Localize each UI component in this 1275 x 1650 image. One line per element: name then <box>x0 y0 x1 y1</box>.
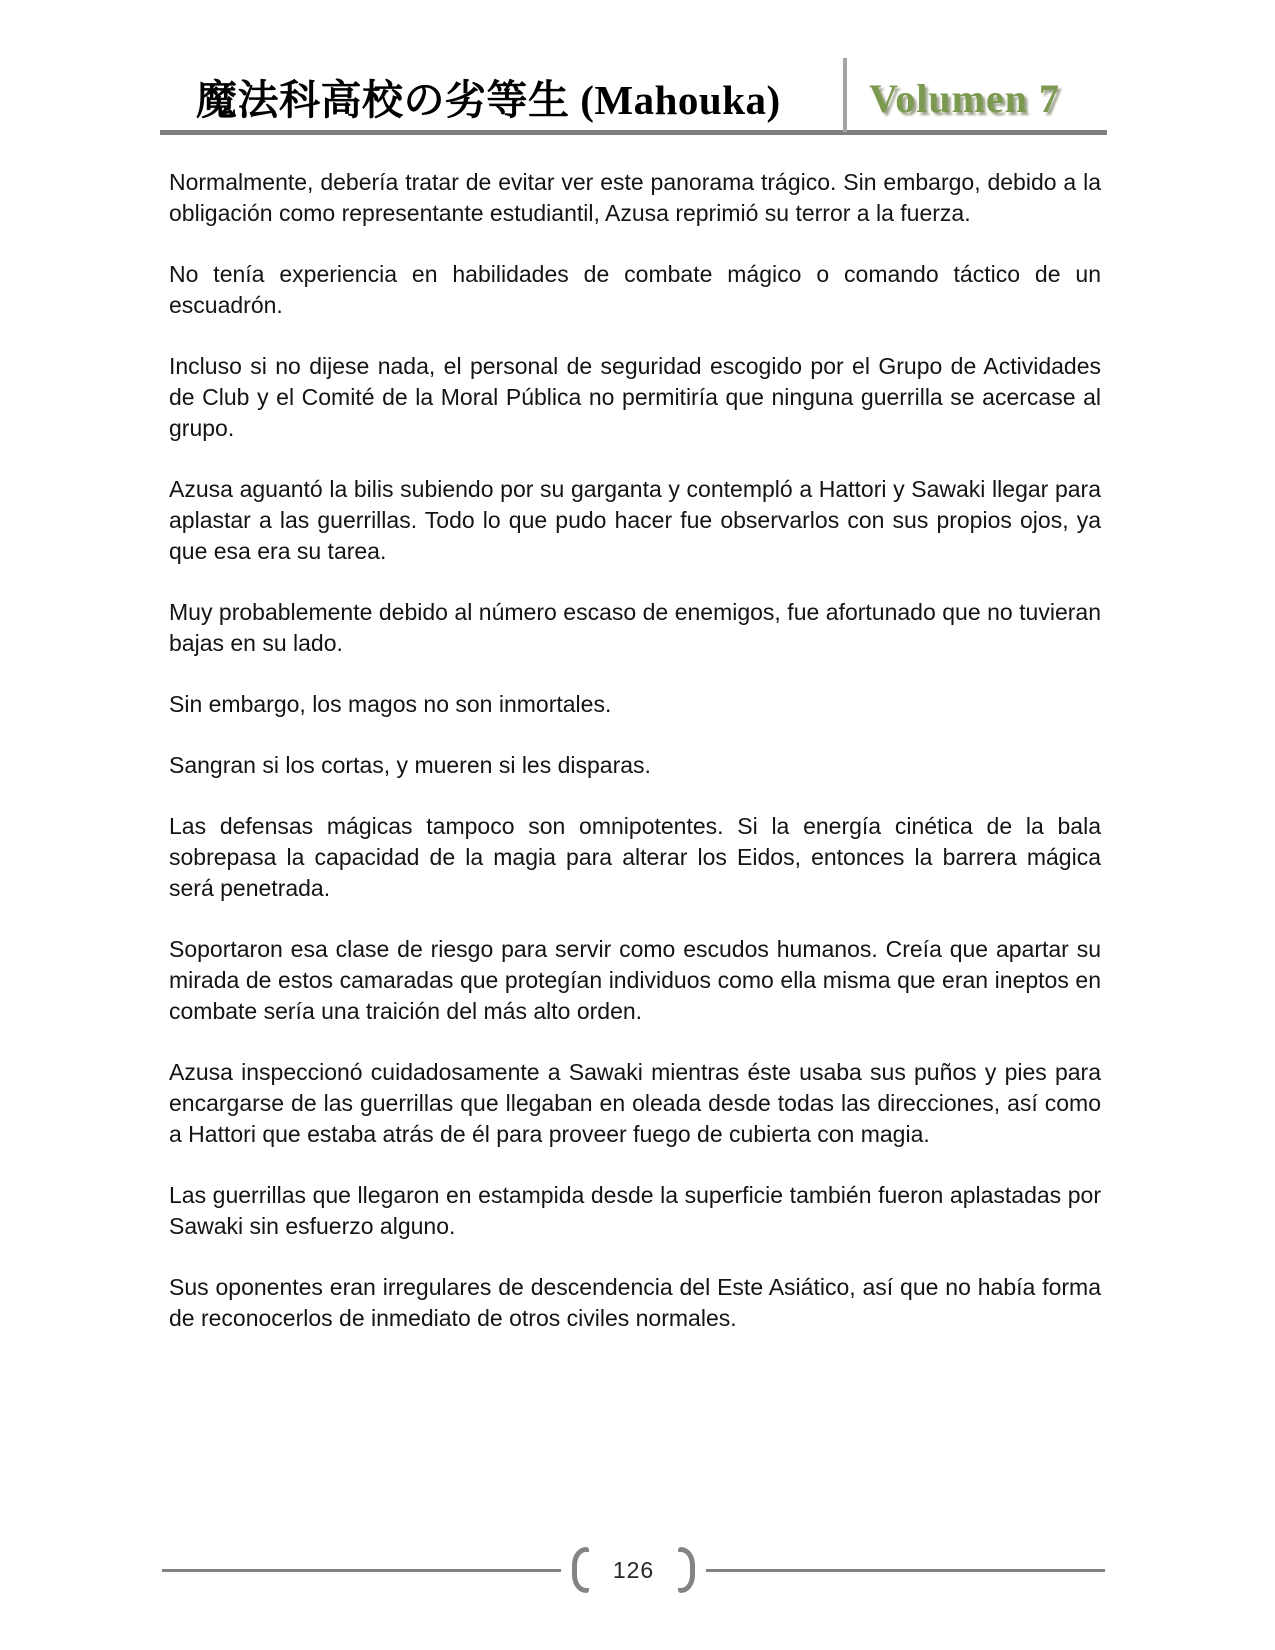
body-text <box>169 167 1101 1364</box>
paragraph: Azusa inspeccionó cuidadosamente a Sawaki mientras éste usaba sus puños y pies para encargarse de las guerrillas que llegaban en oleada desde todas las direcciones, así como a Hattori que estaba atrás de él para proveer fuego de cubierta con magia. <box>169 1059 1101 1147</box>
paragraph: Sin embargo, los magos no son inmortales. <box>169 691 612 717</box>
header-rule <box>160 130 1107 135</box>
page-header <box>160 58 1107 135</box>
header-row <box>160 58 1107 126</box>
paragraph: Azusa aguantó la bilis subiendo por su garganta y contempló a Hattori y Sawaki llegar para aplastar a las guerrillas. Todo lo que pudo hacer fue observarlos con sus propios ojos, ya que esa era su tarea. <box>169 476 1101 564</box>
right-bracket-ornament <box>678 1547 695 1593</box>
volume-label: Volumen 7 <box>869 76 1060 121</box>
paragraph: Soportaron esa clase de riesgo para servir como escudos humanos. Creía que apartar su mirada de estos camaradas que protegían individuos como ella misma que eran ineptos en combate sería una traición del más alto orden. <box>169 936 1101 1024</box>
footer-rule-left <box>162 1569 561 1572</box>
paragraph: Incluso si no dijese nada, el personal de seguridad escogido por el Grupo de Actividades de Club y el Comité de la Moral Pública no permitiría que ninguna guerrilla se acercase al grupo. <box>169 353 1101 441</box>
paragraph: Las defensas mágicas tampoco son omnipotentes. Si la energía cinética de la bala sobrepasa la capacidad de la magia para alterar los Eidos, entonces la barrera mágica será penetrada. <box>169 813 1101 901</box>
paragraph: Sus oponentes eran irregulares de descendencia del Este Asiático, así que no había forma de reconocerlos de inmediato de otros civiles normales. <box>169 1274 1101 1331</box>
page-footer <box>162 1545 1105 1595</box>
header-divider <box>843 58 847 132</box>
paragraph: Sangran si los cortas, y mueren si les disparas. <box>169 752 651 778</box>
paragraph: Normalmente, debería tratar de evitar ver este panorama trágico. Sin embargo, debido a la obligación como representante estudiantil, Azusa reprimió su terror a la fuerza. <box>169 169 1101 226</box>
paragraph: No tenía experiencia en habilidades de combate mágico o comando táctico de un escuadrón. <box>169 261 1101 318</box>
series-title: 魔法科高校の劣等生 (Mahouka) <box>196 76 781 123</box>
left-bracket-ornament <box>572 1547 589 1593</box>
paragraph: Las guerrillas que llegaron en estampida desde la superficie también fueron aplastadas por Sawaki sin esfuerzo alguno. <box>169 1182 1101 1239</box>
paragraph: Muy probablemente debido al número escaso de enemigos, fue afortunado que no tuvieran bajas en su lado. <box>169 599 1101 656</box>
footer-rule-right <box>706 1569 1105 1572</box>
page-number: 126 <box>612 1556 655 1583</box>
